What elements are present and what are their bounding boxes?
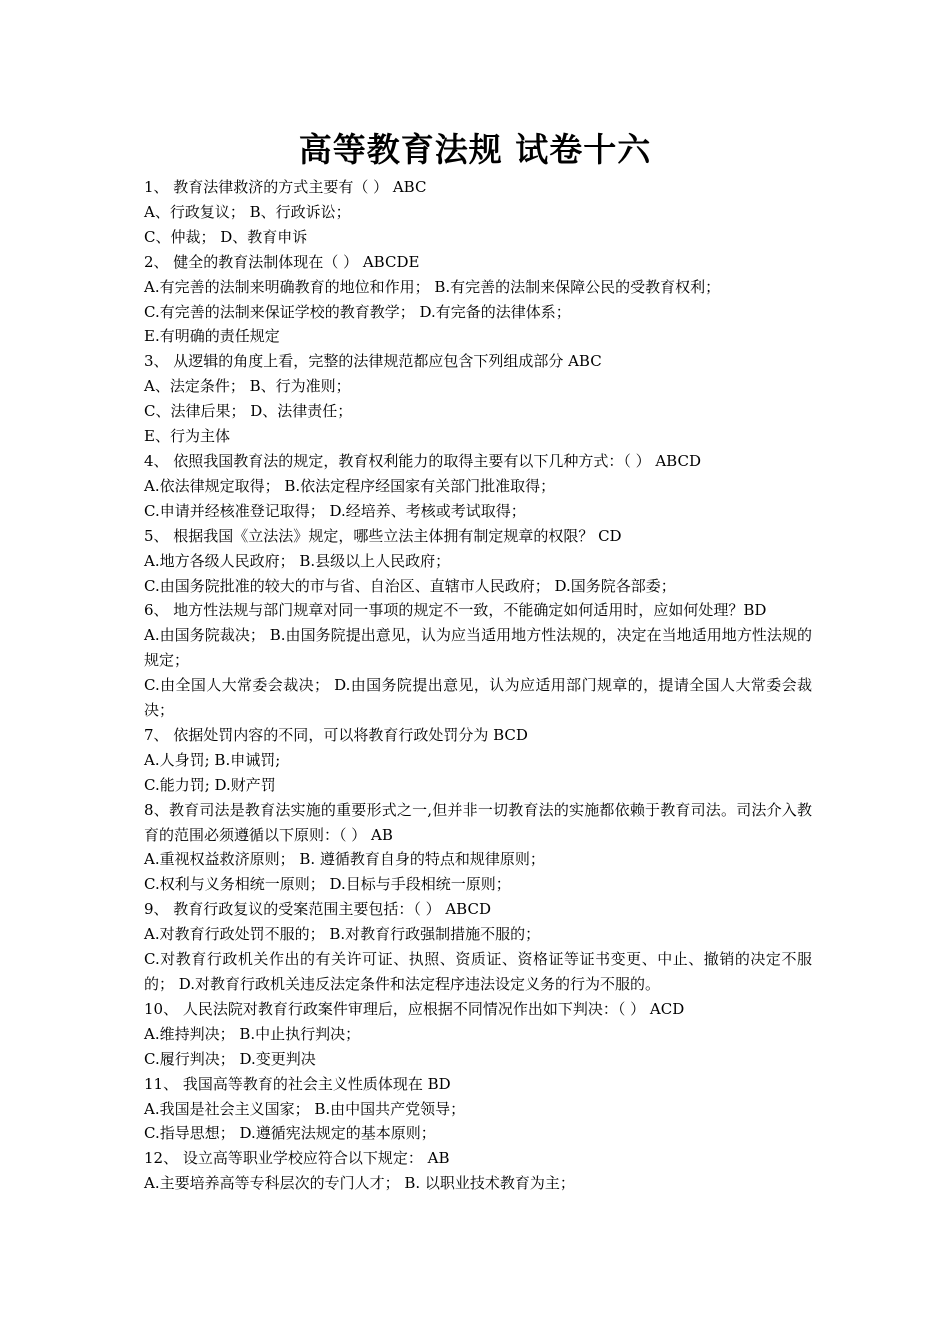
question-11: 11、 我国高等教育的社会主义性质体现在 BD [144, 1074, 451, 1093]
option-line: A.由国务院裁决； B.由国务院提出意见，认为应当适用地方性法规的，决定在当地适用地方性法规的规定； [144, 626, 812, 670]
option-line: A.维持判决； B.中止执行判决； [144, 1024, 361, 1043]
option-line: A.重视权益救济原则； B. 遵循教育自身的特点和规律原则； [144, 850, 545, 869]
option-line: A.人身罚; B.申诫罚; [144, 750, 281, 769]
question-8: 8、教育司法是教育法实施的重要形式之一,但并非一切教育法的实施都依赖于教育司法。司法介入教育的范围必须遵循以下原则：（ ） AB [144, 800, 812, 844]
question-10: 10、 人民法院对教育行政案件审理后，应根据不同情况作出如下判决：（ ） ACD [144, 999, 685, 1018]
option-line: A.地方各级人民政府； B.县级以上人民政府； [144, 551, 451, 570]
option-line: A.有完善的法制来明确教育的地位和作用； B.有完善的法制来保障公民的受教育权利； [144, 277, 721, 296]
question-1: 1、 教育法律救济的方式主要有（ ） ABC [144, 178, 427, 196]
question-12: 12、 设立高等职业学校应符合以下规定： AB [144, 1149, 450, 1168]
option-line: C.能力罚; D.财产罚 [144, 775, 276, 794]
option-line: A.对教育行政处罚不服的； B.对教育行政强制措施不服的； [144, 925, 541, 944]
document-body [144, 175, 812, 1196]
option-line: C.履行判决； D.变更判决 [144, 1049, 316, 1068]
option-line: A.依法律规定取得； B.依法定程序经国家有关部门批准取得； [144, 476, 556, 495]
question-5: 5、 根据我国《立法法》规定，哪些立法主体拥有制定规章的权限？ CD [144, 526, 622, 545]
option-line: C.由全国人大常委会裁决； D.由国务院提出意见，认为应适用部门规章的，提请全国人大常委会裁决； [144, 676, 812, 720]
option-line: A、行政复议； B、行政诉讼； [144, 202, 351, 221]
option-line: C.有完善的法制来保证学校的教育教学； D.有完备的法律体系； [144, 302, 571, 321]
option-line: C.指导思想； D.遵循宪法规定的基本原则； [144, 1124, 436, 1143]
option-line: C、仲裁； D、教育申诉 [144, 227, 308, 246]
question-2: 2、 健全的教育法制体现在（ ） ABCDE [144, 252, 420, 271]
question-7: 7、 依据处罚内容的不同，可以将教育行政处罚分为 BCD [144, 725, 528, 744]
option-line: C.由国务院批准的较大的市与省、自治区、直辖市人民政府； D.国务院各部委； [144, 576, 676, 595]
question-6: 6、 地方性法规与部门规章对同一事项的规定不一致，不能确定如何适用时，应如何处理？BD [144, 601, 767, 620]
document-title: 高等教育法规 试卷十六 [298, 130, 652, 169]
option-line: E、行为主体 [144, 427, 230, 446]
option-line: A.我国是社会主义国家； B.由中国共产党领导； [144, 1099, 466, 1118]
question-3: 3、 从逻辑的角度上看，完整的法律规范都应包含下列组成部分 ABC [144, 352, 602, 371]
option-line: A、法定条件； B、行为准则； [144, 377, 351, 396]
option-line: C.权利与义务相统一原则； D.目标与手段相统一原则； [144, 875, 511, 894]
option-line: C.申请并经核准登记取得； D.经培养、考核或考试取得； [144, 501, 526, 520]
option-line: A.主要培养高等专科层次的专门人才； B. 以职业技术教育为主； [144, 1174, 575, 1193]
option-line: E.有明确的责任规定 [144, 327, 280, 346]
question-4: 4、 依照我国教育法的规定，教育权利能力的取得主要有以下几种方式：（ ） ABCD [144, 451, 701, 470]
option-line: C、法律后果； D、法律责任； [144, 402, 353, 421]
question-9: 9、 教育行政复议的受案范围主要包括：（ ） ABCD [144, 900, 491, 919]
option-line: C.对教育行政机关作出的有关许可证、执照、资质证、资格证等证书变更、中止、撤销的决定不服的； D.对教育行政机关违反法定条件和法定程序违法设定义务的行为不服的。 [144, 950, 812, 993]
